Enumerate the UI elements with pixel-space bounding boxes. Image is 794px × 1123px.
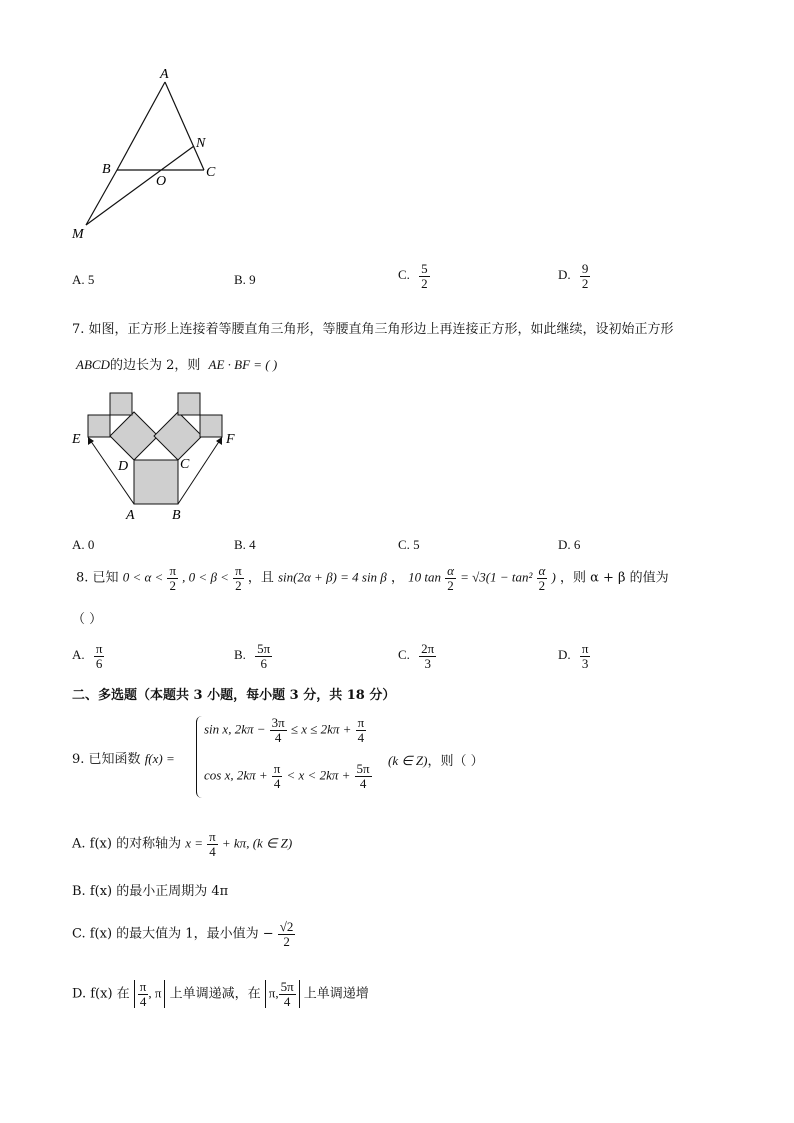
q8-stem: 8. 已知 0 < α < $\frac{\pi}{2}$ , 0 < β < $\frac{\pi}{2}$ ，且 sin(2α + β) = 4 sin β ， 10 tan $\frac{\alpha}{2}$ = √3(1 − tan² $\frac{\alpha}{2}$ ) ，则 α + β 的值为: [76, 563, 669, 593]
label-D: D: [118, 459, 129, 474]
q9-case2: cos x, 2kπ + $\frac{\pi}{4}$ < x < 2kπ + $\frac{5\pi}{4}$: [204, 761, 370, 791]
q9-option-c[interactable]: C. f(x) 的最大值为 1，最小值为 − $\frac{√2}{2}$: [72, 919, 294, 949]
label-C: C: [180, 457, 190, 472]
q8-option-a[interactable]: A. $\frac{\pi}{6}$: [72, 641, 103, 671]
q8-option-b[interactable]: B. $\frac{5\pi}{6}$: [234, 641, 271, 671]
label-M: M: [72, 227, 84, 242]
q7-option-b[interactable]: B. 4: [234, 537, 256, 552]
option-prefix: D.: [558, 267, 571, 283]
label-A: A: [126, 508, 135, 523]
q7-option-c[interactable]: C. 5: [398, 537, 420, 552]
option-prefix: C.: [398, 267, 410, 283]
q9-case1: sin x, 2kπ − $\frac{3\pi}{4}$ ≤ x ≤ 2kπ + $\frac{\pi}{4}$: [204, 715, 365, 745]
piecewise-brace: [196, 716, 203, 798]
q7-option-d[interactable]: D. 6: [558, 537, 581, 552]
label-O: O: [156, 174, 167, 189]
section-heading: 二、多选题（本题共 3 小题，每小题 3 分，共 18 分）: [72, 688, 396, 703]
triangle-figure: [60, 60, 240, 250]
label-B: B: [102, 162, 111, 177]
q6-option-a[interactable]: A. 5: [72, 272, 95, 287]
q6-option-c[interactable]: [398, 262, 430, 290]
q9-option-a[interactable]: A. f(x) 的对称轴为 x = $\frac{\pi}{4}$ + kπ, (k ∈ Z): [72, 829, 293, 859]
label-E: E: [72, 432, 81, 447]
q7-line2: ABCD的边长为 2，则 AE · BF = ( ): [76, 357, 278, 373]
q9-option-b[interactable]: B. f(x) 的最小正周期为 4π: [72, 884, 229, 899]
q9-prefix: 9. 已知函数 f(x) =: [72, 751, 175, 767]
q8-paren: （ ）: [72, 612, 103, 627]
squares-figure: [70, 385, 250, 525]
q9-suffix: (k ∈ Z)，则（ ）: [388, 753, 484, 769]
fraction: $\frac{5}{2}$: [421, 261, 428, 291]
label-A: A: [160, 67, 169, 82]
label-B: B: [172, 508, 181, 523]
label-F: F: [226, 432, 235, 447]
q9-option-d[interactable]: D. f(x) 在 $\frac{\pi}{4}$ , π 上单调递减，在 π, $\frac{5\pi}{4}$ 上单调递增: [72, 979, 369, 1009]
q8-option-c[interactable]: C. $\frac{2\pi}{3}$: [398, 641, 435, 671]
label-C: C: [206, 165, 216, 180]
q6-option-b[interactable]: B. 9: [234, 272, 256, 287]
q8-option-d[interactable]: D. $\frac{\pi}{3}$: [558, 641, 589, 671]
q7-option-a[interactable]: A. 0: [72, 537, 95, 552]
q6-option-d[interactable]: [558, 262, 590, 290]
fraction: $\frac{9}{2}$: [581, 261, 589, 291]
q7-line1: 7. 如图，正方形上连接着等腰直角三角形，等腰直角三角形边上再连接正方形，如此继续，设初始正方形: [72, 322, 674, 337]
label-N: N: [196, 136, 206, 151]
